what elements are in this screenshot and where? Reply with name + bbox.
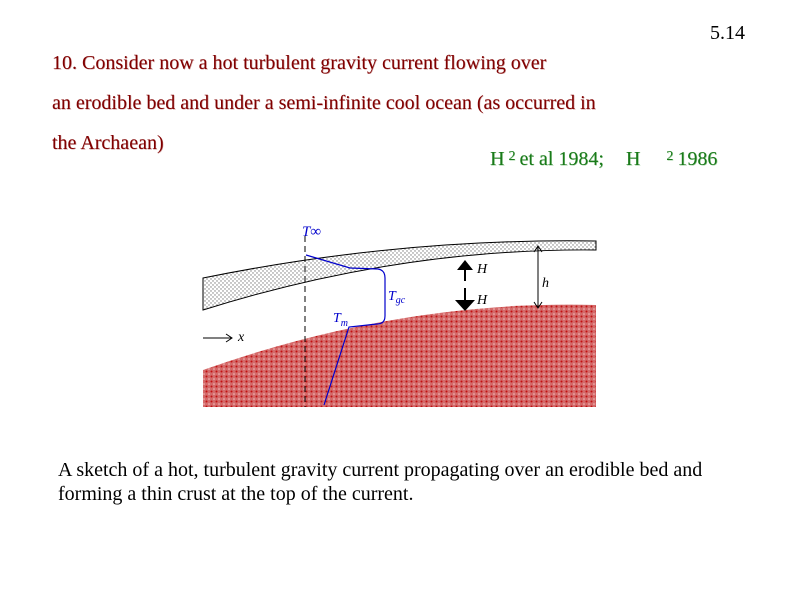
- figure-caption: A sketch of a hot, turbulent gravity current propagating over an erodible bed and forming a thin crust at the top of the current.: [58, 459, 703, 505]
- label-t-infinity: T∞: [302, 224, 322, 240]
- up-arrow-icon: [457, 260, 473, 270]
- label-t-m: [333, 311, 348, 329]
- label-t-m-sub: m: [340, 318, 349, 329]
- reference-author-2: H: [625, 148, 641, 170]
- label-thickness-h: h: [542, 276, 549, 291]
- heading-line-3: the Archaean): [52, 132, 164, 154]
- label-t-m-main: T: [333, 311, 341, 326]
- label-h-upper: H: [477, 262, 488, 277]
- label-t-gc-sub: gc: [395, 295, 406, 306]
- label-h-lower: H: [477, 293, 488, 308]
- erodible-bed: [203, 305, 596, 407]
- slide-number: 5.14: [710, 22, 745, 44]
- label-t-gc-main: T: [388, 289, 396, 304]
- reference-sup-1: 2: [508, 149, 516, 164]
- label-x-axis: x: [238, 330, 245, 345]
- heading-line-1: 10. Consider now a hot turbulent gravity current flowing over: [52, 52, 547, 74]
- label-t-gc: [388, 289, 406, 306]
- reference-year-2: 1986: [677, 148, 718, 170]
- reference-author-1: H: [490, 148, 505, 170]
- heading-line-2: an erodible bed and under a semi-infinite cool ocean (as occurred in: [52, 92, 596, 114]
- reference-sup-2: 2: [666, 149, 674, 164]
- reference-text-1: et al 1984;: [519, 148, 604, 170]
